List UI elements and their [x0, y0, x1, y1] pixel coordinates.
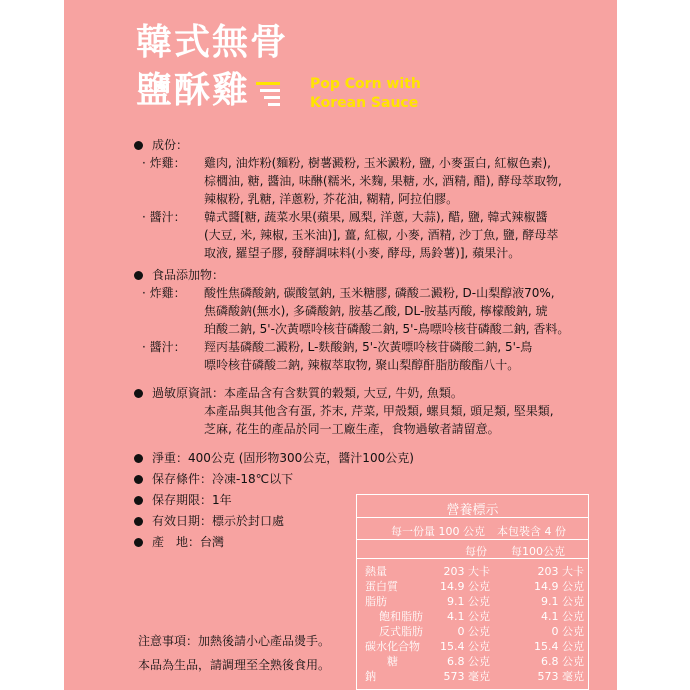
bullet-icon [134, 517, 143, 526]
nutrition-title: 營養標示 [446, 503, 499, 518]
column-per-100g: 每100公克 [511, 545, 565, 558]
ingredients-heading: 成份： [152, 138, 189, 152]
sauce-label: · 醬汁： [142, 340, 186, 354]
nutrient-name: 脂肪 [365, 595, 387, 608]
bullet-icon [134, 271, 143, 280]
product-title: 韓式無骨 [136, 22, 289, 63]
additives-line: 嘌呤核苷磷酸二鈉, 辣椒萃取物, 聚山梨醇酐脂肪酸酯八十。 [204, 358, 520, 372]
net-weight: 淨重：400公克 (固形物300公克，醬汁100公克) [152, 451, 414, 465]
additives-line: 珀酸二鈉, 5'-次黃嘌呤核苷磷酸二鈉, 5'-鳥嘌呤核苷磷酸二鈉, 香料。 [204, 322, 570, 336]
nutrient-per-serving: 573 毫克 [443, 670, 490, 683]
shelf-life: 保存期限：1年 [152, 493, 232, 507]
nutrient-per-100g: 14.9 公克 [534, 580, 584, 593]
ingredients-line: 雞肉, 油炸粉(麵粉, 樹薯澱粉, 玉米澱粉, 鹽, 小麥蛋白, 紅椒色素), [204, 156, 551, 170]
subtitle-english: Pop Corn with [310, 76, 421, 92]
nutrient-name: 反式脂肪 [379, 625, 423, 638]
nutrient-per-100g: 573 毫克 [537, 670, 584, 683]
nutrient-name: 糖 [387, 655, 398, 668]
nutrient-per-100g: 203 大卡 [537, 565, 584, 578]
nutrition-facts-table [356, 494, 589, 690]
bullet-icon [134, 538, 143, 547]
nutrient-per-serving: 203 大卡 [443, 565, 490, 578]
caution-note: 注意事項：加熱後請小心產品燙手。 [138, 634, 331, 648]
allergen-info: 過敏原資訊：本產品含有含麩質的穀類, 大豆, 牛奶, 魚類。 [152, 386, 463, 400]
servings-per-pack: 本包裝含 4 份 [497, 525, 566, 538]
bullet-icon [134, 141, 143, 150]
nutrient-per-100g: 6.8 公克 [541, 655, 584, 668]
serving-size: 每一份量 100 公克 [391, 525, 485, 538]
ingredients-line: 韓式醬[糖, 蔬菜水果(蘋果, 鳳梨, 洋蔥, 大蒜), 醋, 鹽, 韓式辣椒醬 [204, 210, 548, 224]
nutrient-per-serving: 15.4 公克 [440, 640, 490, 653]
cooking-note: 本品為生品，請調理至全熟後食用。 [138, 658, 331, 672]
nutrient-per-serving: 14.9 公克 [440, 580, 490, 593]
ingredients-line: 棕櫚油, 糖, 醬油, 味醂(糯米, 米麴, 果糖, 水, 酒精, 醋), 酵母萃取物, [204, 174, 562, 188]
subtitle-english-line2: Korean Sauce [310, 95, 419, 111]
expiry-date: 有效日期：標示於封口處 [152, 514, 285, 528]
origin: 產 地：台灣 [152, 535, 225, 549]
nutrient-name: 碳水化合物 [365, 640, 420, 653]
additives-heading: 食品添加物： [152, 268, 225, 282]
allergen-line: 本產品與其他含有蛋, 芥末, 芹菜, 甲殼類, 螺貝類, 頭足類, 堅果類, [204, 404, 554, 418]
ingredients-line: (大豆, 米, 辣椒, 玉米油)], 薑, 紅椒, 小麥, 酒精, 沙丁魚, 鹽, 酵母萃 [204, 228, 559, 242]
bullet-icon [134, 475, 143, 484]
nutrient-per-serving: 0 公克 [457, 625, 490, 638]
bullet-icon [134, 389, 143, 398]
sauce-label: · 醬汁： [142, 210, 186, 224]
storage-condition: 保存條件：冷凍-18℃以下 [152, 472, 294, 486]
fried-chicken-label: · 炸雞： [142, 156, 186, 170]
nutrient-name: 蛋白質 [365, 580, 398, 593]
product-title-line2: 鹽酥雞 [136, 70, 251, 111]
bullet-icon [134, 454, 143, 463]
nutrient-per-100g: 4.1 公克 [541, 610, 584, 623]
additives-line: 酸性焦磷酸鈉, 碳酸氫鈉, 玉米糖膠, 磷酸二澱粉, D-山梨醇液70%, [204, 286, 555, 300]
nutrient-per-100g: 9.1 公克 [541, 595, 584, 608]
nutrient-name: 熱量 [365, 565, 387, 578]
ingredients-line: 取液, 羅望子膠, 發酵調味料(小麥, 酵母, 馬鈴薯)], 蘋果汁。 [204, 246, 521, 260]
nutrient-per-100g: 0 公克 [551, 625, 584, 638]
product-label-panel [64, 0, 617, 690]
nutrient-per-serving: 4.1 公克 [447, 610, 490, 623]
fried-chicken-label: · 炸雞： [142, 286, 186, 300]
nutrient-name: 飽和脂肪 [379, 610, 423, 623]
nutrient-name: 鈉 [365, 670, 376, 683]
column-per-serving: 每份 [465, 545, 487, 558]
nutrient-per-100g: 15.4 公克 [534, 640, 584, 653]
allergen-line: 芝麻, 花生的產品於同一工廠生產，食物過敏者請留意。 [204, 422, 500, 436]
additives-line: 羥丙基磷酸二澱粉, L-麩酸鈉, 5'-次黃嘌呤核苷磷酸二鈉, 5'-鳥 [204, 340, 533, 354]
ingredients-line: 辣椒粉, 乳糖, 洋蔥粉, 芥花油, 糊精, 阿拉伯膠。 [204, 192, 459, 206]
speed-lines-icon [256, 80, 282, 110]
bullet-icon [134, 496, 143, 505]
nutrient-per-serving: 9.1 公克 [447, 595, 490, 608]
additives-line: 焦磷酸鈉(無水), 多磷酸鈉, 胺基乙酸, DL-胺基丙酸, 檸檬酸鈉, 琥 [204, 304, 548, 318]
nutrient-per-serving: 6.8 公克 [447, 655, 490, 668]
